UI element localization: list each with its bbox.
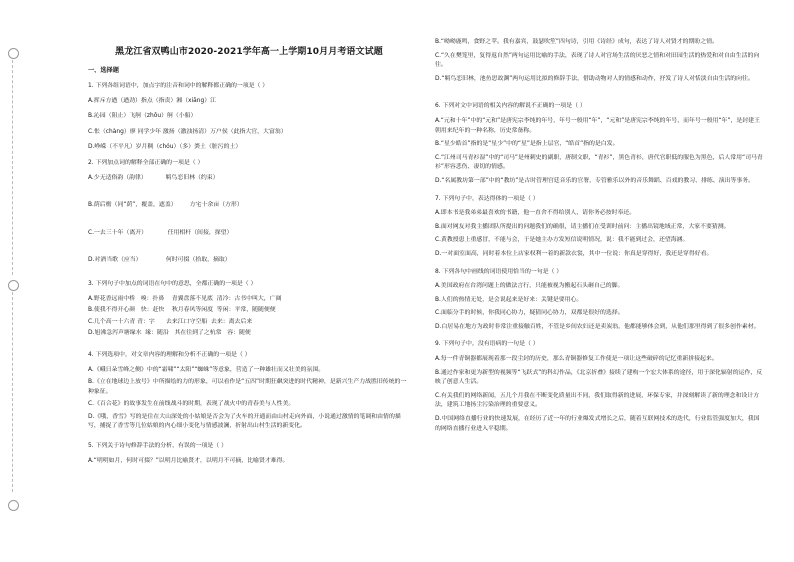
option-a: A.即本书是我弟弟最喜欢的书籍，他一直舍不得给别人，请你务必按时奉还。 <box>435 210 636 217</box>
option-b: B.“呦呦鹿鸣，食野之苹。我有嘉宾，鼓瑟吹笙”四句诗，引用《诗经》成句，表达了诗人对贤才的期盼之情。 <box>435 39 718 45</box>
binding-hole <box>8 280 19 291</box>
option-c: C.《百合花》的故事发生在前线战斗的时期，表现了战火中的青春美与人性美。 <box>88 401 295 408</box>
binding-dashed-line <box>12 292 13 492</box>
question-1 <box>88 82 410 153</box>
option-d: D.白居易在地方为政时非常注重接触百姓，不管是乡间农妇还是卖炭翁，他都能够体会到，从他们那里得到了很多创作素材。 <box>435 323 760 330</box>
option-d: D.一对面室面高，同时着本位上店家权利一着的新款衣裳，其中一位说：你真是穿得好，我还是穿得好看。 <box>435 250 713 257</box>
question-stem: 6. 下列对文中词语的相关内容的解说不正确的一项是（ ） <box>435 103 586 110</box>
option-b: B.面对网友对我主播团队所提出的问题我们的确很，请主播们在受训时前问：主播出镜地域正常，大家不要猜测。 <box>435 223 730 230</box>
question-2 <box>88 159 410 266</box>
option-a: A.挥斥方遒（遒劲）指点（指责）湘（xiāng）江 <box>88 97 217 104</box>
option-a: A.“明明如月，何时可掇？”以明月比喻贤才，以明月不可摘，比喻贤才难得。 <box>88 457 289 464</box>
option-d: D.“名属教坊第一部”中的“教坊”是古时管理宫廷音乐的官署，专管雅乐以外的音乐舞蹈、百戏的教习、排练、演出等事务。 <box>435 177 755 184</box>
option-c: C.几个高一十六青 青：字 去来江口守空船 去来：离去后来 <box>88 318 253 325</box>
option-d: D.旭沸急泻声塘缘水 缘：随沿 其在往到了之杭常 容：随便 <box>88 330 251 337</box>
option-c: C.黄教授患上重感冒，不能与会，于是她主办方发短信说明情况，说：我不能到过会，还望海涵。 <box>435 237 689 244</box>
question-8 <box>435 268 765 333</box>
option-d: D.中国网络直播行业的快速发展，在经历了近一年的行业爆发式增长之后，随着互联网技术的迭代，行业监管强度加大，我国的网络直播行业进入平稳期。 <box>435 416 760 432</box>
option-b: B.人们的热情无处，是会说起来是好来：关键是要用心。 <box>435 296 583 303</box>
option-b: B.“星少皓首”指的是“星少”中的“星”是指上层官，“皓首”指的是白发。 <box>435 141 619 148</box>
right-column <box>435 38 765 438</box>
question-stem: 3. 下列句子中加点的词语在句中的意思，全都正确的一项是（ ） <box>88 280 257 287</box>
option-c: C.“江州司马青衫湿”中的“司马”是州刺史的副职，唐制文职，“青衫”，黑色青衫，唐代官职低的服色为黑色，后人常用“司马青衫”形容悲伤、凄切的情感。 <box>435 154 763 171</box>
option-d: D.《哦，香雪》写的是住在大山深处的小姑娘是否会为了火车的开通而由山村走向外面，小说通过激情的笔调和由情的描写，捕捉了香雪等几位姑娘的内心细小变化与情感波澜，折射出山村生活的新变化。 <box>88 413 401 430</box>
question-stem: 2. 下列加点词的解释全部正确的一项是（ ） <box>88 159 204 166</box>
option-b: B.通过作家和更为新型的视频等“飞跃式”的科幻作品，《北京折叠》接续了建构一个宏大体系的途径，用于深化辐射的运作，反映了创意人生活。 <box>435 369 763 386</box>
question-3 <box>88 280 410 339</box>
option-b: B.《立在地球边上放号》中所描绘的力的形象，可以看作是“五四”时期狂飙突进的时代精神，是新兴生产力战胜旧传统的一种象征。 <box>88 379 407 395</box>
question-stem: 1. 下列各组词语中，加点字的注音和词中的解释都正确的一项是（ ） <box>88 83 269 89</box>
option-c: C.有关我们的网络新闻，五几个月我在不断变化质量出不同，我们取得新的进展，环保专家，并深刻解读了新的理念和设计方法，建筑工地扬尘污染治理的重要意义。 <box>435 392 760 409</box>
option-c: C.怅（chàng）廖 同学少年 激扬（激浊扬清）万户侯（此指大官，大富翁） <box>88 128 287 135</box>
left-column <box>88 34 410 472</box>
binding-hole <box>8 500 19 511</box>
question-stem: 9. 下列句子中，没有语病的一句是（ ） <box>435 341 539 348</box>
option-a: A.《峨日朵雪峰之侧》中的“霜啸”“太阳”“蜘蛛”等意象，营造了一种雄壮而又壮美的氛围。 <box>88 366 325 373</box>
option-a: A.美国政府在台湾问题上的做法言行，只能被视为搬起石头砸自己的脚。 <box>435 283 624 290</box>
question-stem: 5. 下列关于诗句修辞手法的分析，有误的一项是（ ） <box>88 443 227 450</box>
option-d: D.“羁鸟恋旧林，池鱼思故渊”两句运用比拟的修辞手法，借助动物对人的情感和动作，抒发了诗人对恬淡自由生活的向往。 <box>435 75 754 82</box>
option-a: A.“元和十年”中的“元和”是唐宪宗李纯的年号，年号一般用“年”，“元和”是唐宪宗李纯的年号，而年号一般用“年”，是封建王朝用来纪年的一种名称，历史常备称。 <box>435 117 760 134</box>
option-a: A.每一件青铜器都展现着那一段尘封的历史，那么青铜器修复工作使是一项让这些破碎的记忆重新拼接起来。 <box>435 356 718 363</box>
option-c: C.“久在樊笼里，复得返自然”两句运用比喻的手法，表现了诗人对官场生活的厌恶之情和对田园生活的热爱和对自由生活的向往。 <box>435 52 760 69</box>
option-c: C.一去三十年（离开） 任用相杆（间接，探望） <box>88 229 233 236</box>
question-7 <box>435 195 765 260</box>
option-b: B.使我不得开心颜 快：赶快 秋月春风等闲度 等闲：平常，随随便便 <box>88 307 276 314</box>
option-d: D.峥嵘（不平凡）岁月稠（chóu）（多）粪土（脏污的土） <box>88 144 242 151</box>
option-a: A.少无适俗韵（韵律） 羁鸟恋旧林（约束） <box>88 174 219 181</box>
option-b: B.荫后檐（同“荫”，覆盖，遮盖） 方宅十余亩（方形） <box>88 202 243 209</box>
question-4 <box>88 351 410 432</box>
binding-hole <box>8 48 19 59</box>
document-title: 黑龙江省双鸭山市2020-2021学年高一上学期10月月考语文试题 <box>115 47 383 57</box>
option-d: D.对酒当歌（应当） 何时可掇（拾取，摘取） <box>88 257 231 264</box>
question-6 <box>435 102 765 186</box>
binding-dashed-line <box>12 60 13 275</box>
option-c: C.面临分手的时候，你我同心协力，疑猜同心协力，双都是很好的选择。 <box>435 310 624 317</box>
binding-margin <box>8 0 20 562</box>
question-5 <box>88 442 410 466</box>
question-stem: 7. 下列句子中，表达得体的一项是（ ） <box>435 195 539 202</box>
option-a: A.野花香远雨中桥 嗅：扑鼻 青翼盘落不见底 清冷：古书中叫大，广阔 <box>88 295 282 302</box>
question-stem: 4. 下列选项中，对文章内容的理解和分析不正确的一项是（ ） <box>88 351 251 358</box>
question-stem: 8. 下列各句中画线的词语使用恰当的一句是（ ） <box>435 268 563 275</box>
question-9 <box>435 340 765 434</box>
section-title: 一、选择题 <box>88 67 119 74</box>
option-b: B.沁园（阻止）飞舸（zhōu）舸（小船） <box>88 113 197 120</box>
